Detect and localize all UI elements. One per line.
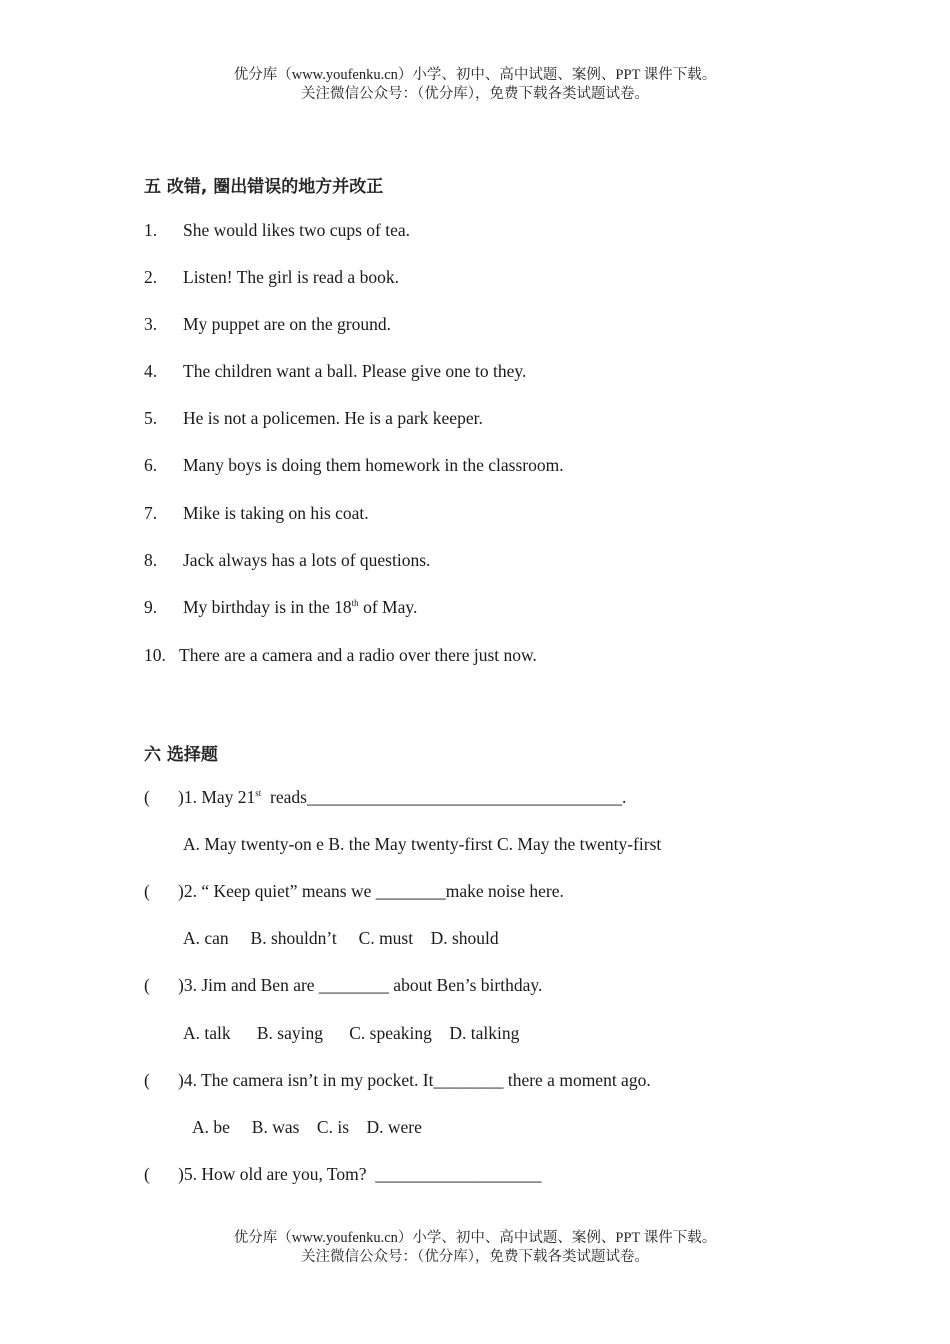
error-item-num: 6. [144, 455, 158, 475]
error-item-num: 2. [144, 267, 158, 287]
answer-paren: ( [144, 787, 150, 807]
question-stem: )4. The camera isn’t in my pocket. It________ there a moment ago. [178, 1070, 651, 1090]
page-header [0, 66, 950, 104]
question-stem: )5. How old are you, Tom? ___________________ [178, 1164, 542, 1184]
error-item-num: 10. [144, 645, 166, 665]
error-item-text [183, 597, 417, 618]
error-item-text: Listen! The girl is read a book. [183, 267, 399, 287]
stem-part: )1. May 21 [178, 787, 256, 807]
stem-part: reads____________________________________. [261, 787, 627, 807]
answer-paren: ( [144, 1070, 150, 1090]
ordinal-suffix: st [255, 788, 262, 799]
error-item-num: 9. [144, 597, 158, 617]
error-item-num: 5. [144, 408, 158, 428]
error-item-num: 8. [144, 550, 158, 570]
error-item-num: 3. [144, 314, 158, 334]
ordinal-suffix: th [351, 598, 359, 609]
error-item-num: 4. [144, 361, 158, 381]
footer-line-1: 优分库（www.youfenku.cn）小学、初中、高中试题、案例、PPT 课件下载。 [233, 1230, 717, 1246]
error-item-text: Mike is taking on his coat. [183, 503, 369, 523]
question-stem: )2. “ Keep quiet” means we ________make noise here. [178, 881, 564, 901]
question-stem [178, 787, 626, 808]
error-item-text: The children want a ball. Please give one to they. [183, 361, 527, 381]
footer-line-2: 关注微信公众号：（优分库），免费下载各类试题试卷。 [301, 1249, 649, 1265]
error-item-num: 1. [144, 220, 158, 240]
error-item-text: Many boys is doing them homework in the classroom. [183, 455, 564, 475]
answer-paren: ( [144, 975, 150, 995]
item-text-part: of May. [358, 597, 418, 617]
question-stem: )3. Jim and Ben are ________ about Ben’s birthday. [178, 975, 543, 995]
error-item-text: My puppet are on the ground. [183, 314, 392, 334]
question-options: A. May twenty-on e B. the May twenty-first C. May the twenty-first [183, 834, 662, 854]
error-item-num: 7. [144, 503, 158, 523]
error-item-text: He is not a policemen. He is a park keeper. [183, 408, 483, 428]
answer-paren: ( [144, 881, 150, 901]
error-item-text: Jack always has a lots of questions. [183, 550, 431, 570]
question-options: A. be B. was C. is D. were [192, 1117, 422, 1137]
item-text-part: My birthday is in the 18 [183, 597, 352, 617]
section-6-title: 六 选择题 [144, 745, 218, 765]
section-5-title: 五 改错, 圈出错误的地方并改正 [144, 177, 384, 197]
header-line-1: 优分库（www.youfenku.cn）小学、初中、高中试题、案例、PPT 课件下载。 [233, 67, 717, 83]
header-line-2: 关注微信公众号：（优分库），免费下载各类试题试卷。 [301, 86, 649, 102]
page-footer [0, 1229, 950, 1267]
answer-paren: ( [144, 1164, 150, 1184]
error-item-text: She would likes two cups of tea. [183, 220, 410, 240]
question-options: A. talk B. saying C. speaking D. talking [183, 1023, 520, 1043]
error-item-text: There are a camera and a radio over there just now. [179, 645, 537, 665]
question-options: A. can B. shouldn’t C. must D. should [183, 928, 499, 948]
